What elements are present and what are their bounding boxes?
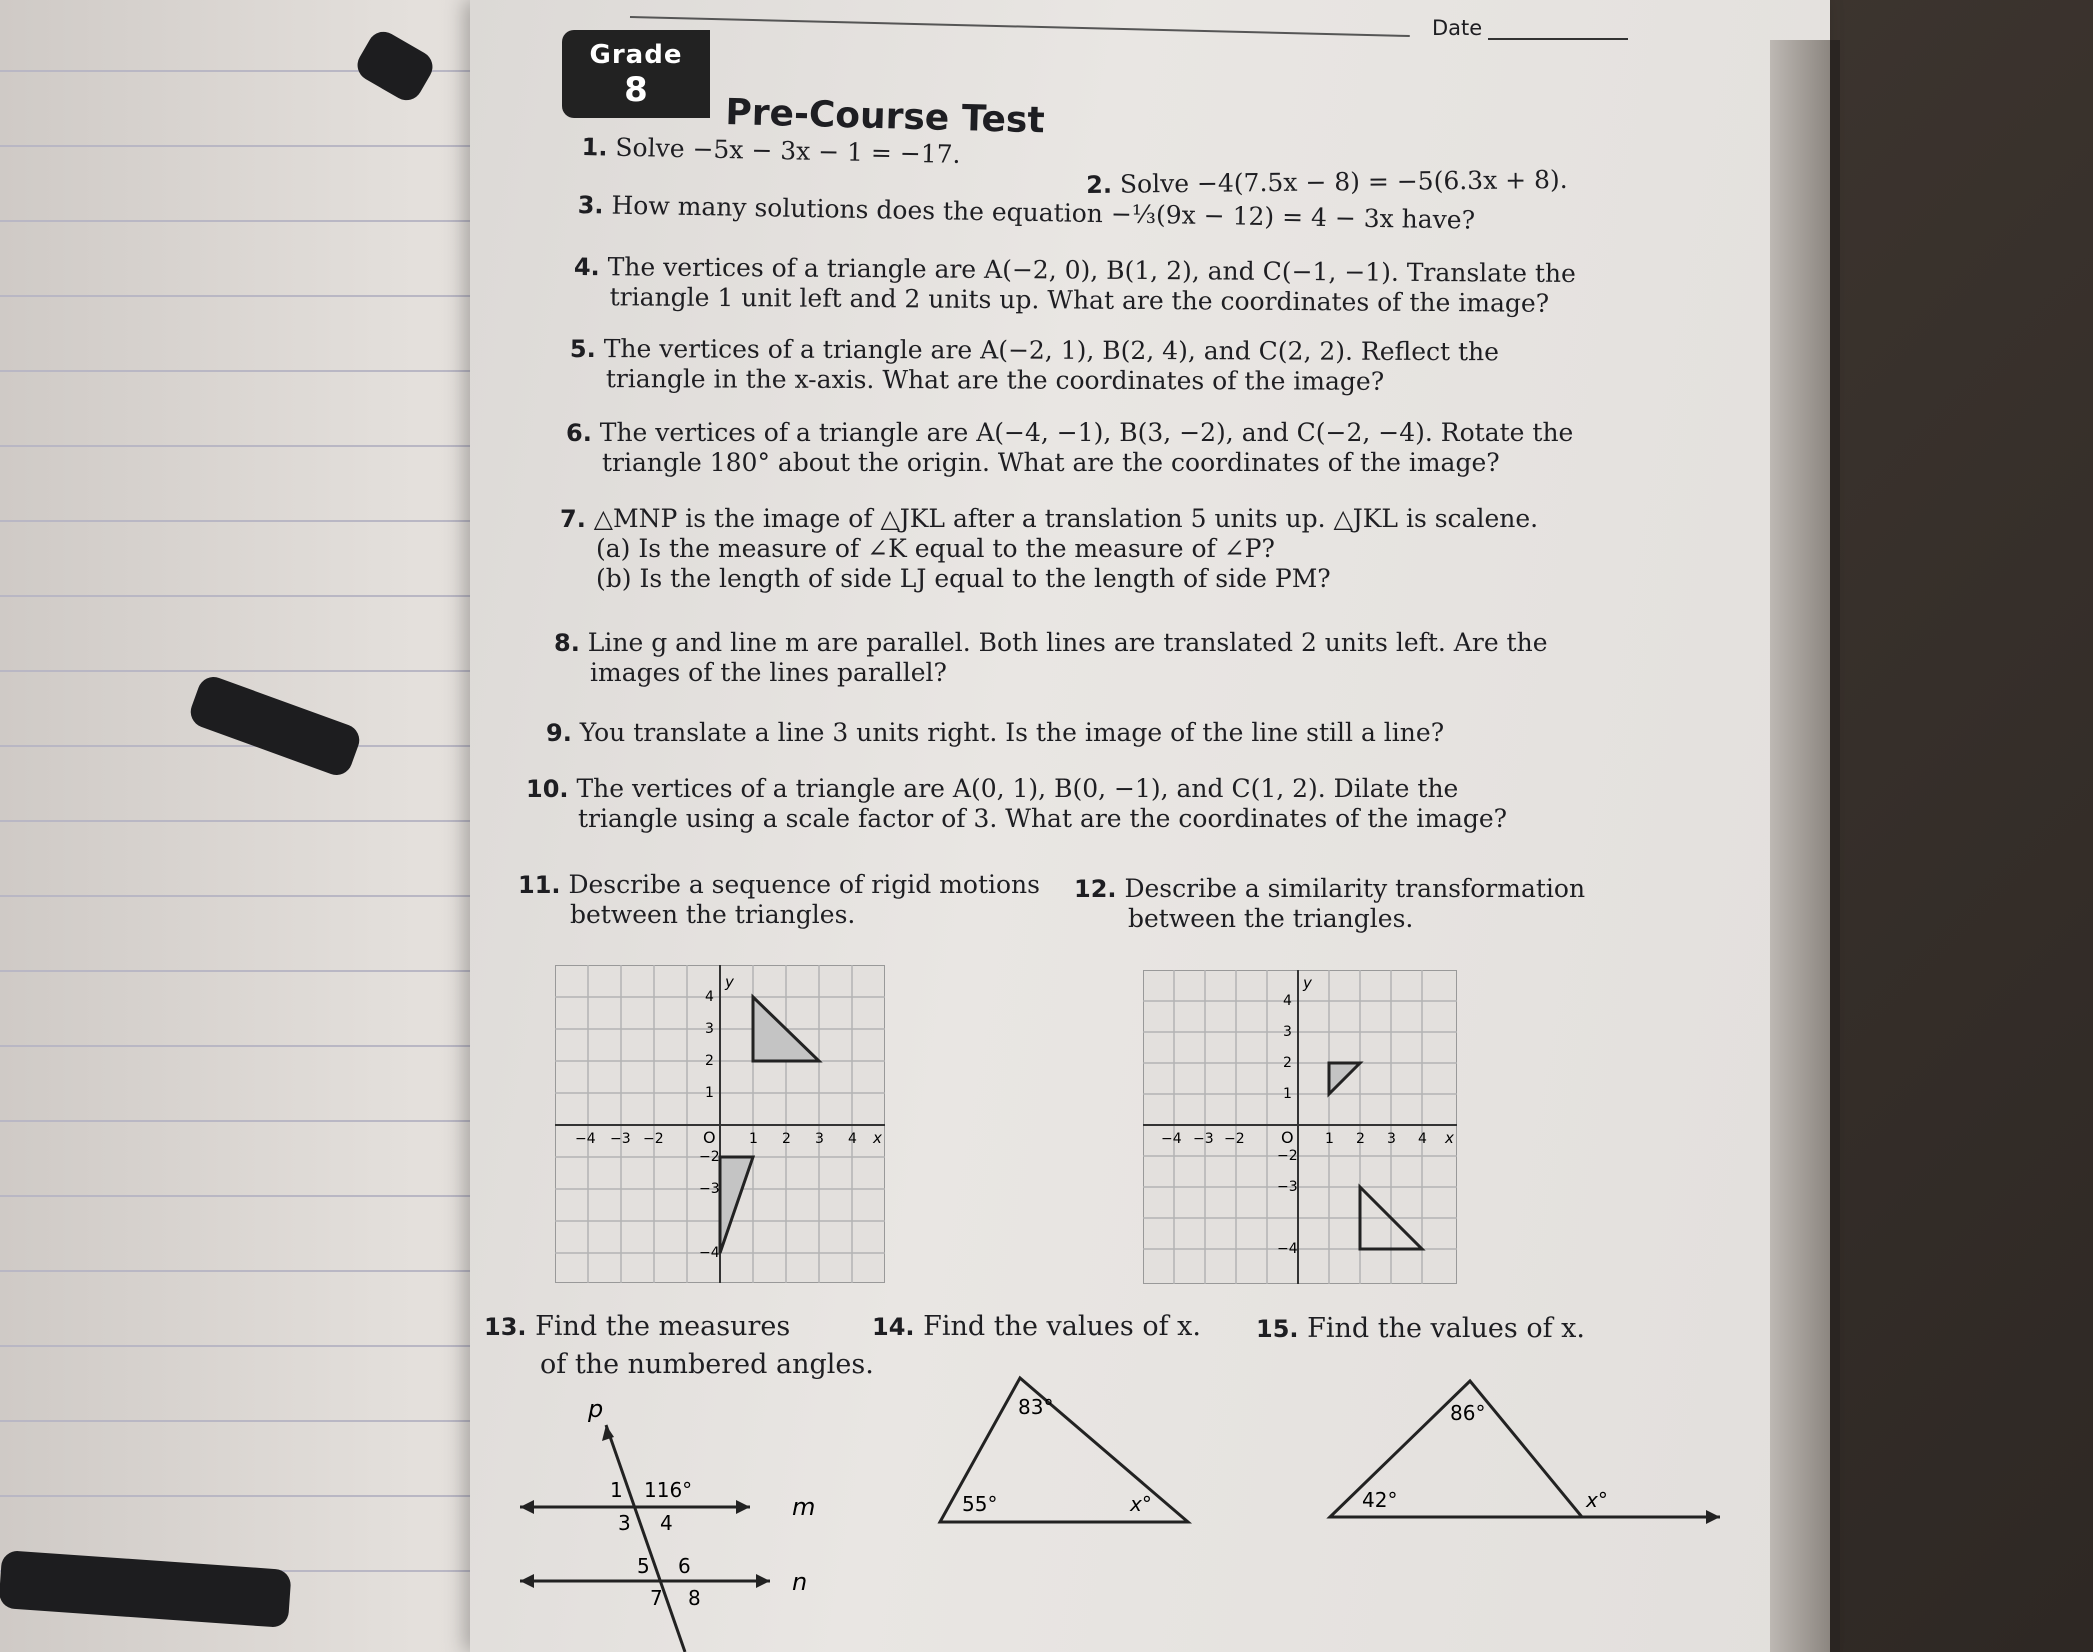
figure-question-13 <box>520 1395 850 1652</box>
svg-text:−2: −2 <box>699 1149 720 1165</box>
svg-text:3: 3 <box>1387 1131 1396 1147</box>
question-4: 4. The vertices of a triangle are A(−2, 0), B(1, 2), and C(−1, −1). Translate the triangle 1 unit left and 2 units up. What are the coordinates of the image? <box>573 252 1576 318</box>
svg-text:3: 3 <box>618 1511 631 1535</box>
svg-text:4: 4 <box>660 1511 673 1535</box>
svg-text:4: 4 <box>1283 993 1292 1009</box>
svg-text:−4: −4 <box>699 1245 720 1261</box>
svg-text:6: 6 <box>678 1554 691 1578</box>
svg-text:4: 4 <box>705 989 714 1005</box>
svg-text:x°: x° <box>1586 1488 1608 1512</box>
svg-text:y: y <box>1303 974 1312 992</box>
svg-text:−2: −2 <box>1277 1148 1298 1164</box>
svg-text:4: 4 <box>848 1131 857 1147</box>
question-9: 9. You translate a line 3 units right. Is the image of the line still a line? <box>546 718 1445 747</box>
svg-text:n: n <box>792 1568 808 1596</box>
svg-text:1: 1 <box>749 1131 758 1147</box>
figure-question-14 <box>930 1370 1200 1540</box>
page-title: Pre-Course Test <box>724 92 1046 142</box>
svg-text:−3: −3 <box>610 1131 631 1147</box>
svg-text:42°: 42° <box>1362 1488 1398 1512</box>
question-14: 14. Find the values of x. <box>872 1311 1201 1342</box>
svg-text:116°: 116° <box>644 1478 693 1502</box>
svg-text:O: O <box>703 1128 716 1147</box>
question-6: 6. The vertices of a triangle are A(−4, −1), B(3, −2), and C(−2, −4). Rotate the triangle 180° about the origin. What are the coordinates of the image? <box>566 418 1574 477</box>
svg-text:p: p <box>588 1395 604 1423</box>
svg-text:1: 1 <box>1325 1131 1334 1147</box>
svg-text:5: 5 <box>637 1554 650 1578</box>
svg-text:2: 2 <box>705 1053 714 1069</box>
svg-text:3: 3 <box>705 1021 714 1037</box>
svg-text:−3: −3 <box>1193 1131 1214 1147</box>
question-13: 13. Find the measures of the numbered angles. <box>484 1311 874 1380</box>
svg-text:y: y <box>725 973 734 991</box>
question-10: 10. The vertices of a triangle are A(0, 1), B(0, −1), and C(1, 2). Dilate the triangle using a scale factor of 3. What are the coordinates of the image? <box>526 774 1508 833</box>
svg-text:2: 2 <box>1356 1131 1365 1147</box>
question-1: 1. Solve −5x − 3x − 1 = −17. <box>581 132 961 169</box>
svg-text:x: x <box>873 1129 882 1147</box>
date-label: Date <box>1432 16 1483 40</box>
svg-text:2: 2 <box>782 1131 791 1147</box>
svg-text:−4: −4 <box>1161 1131 1182 1147</box>
svg-text:1: 1 <box>1283 1086 1292 1102</box>
svg-text:55°: 55° <box>962 1492 998 1516</box>
svg-text:x°: x° <box>1130 1492 1152 1516</box>
graph-question-11 <box>555 965 885 1283</box>
svg-text:−2: −2 <box>643 1131 664 1147</box>
grade-badge <box>562 30 710 118</box>
svg-text:2: 2 <box>1283 1055 1292 1071</box>
grade-label: Grade <box>589 40 683 70</box>
svg-text:O: O <box>1281 1128 1294 1147</box>
svg-text:1: 1 <box>705 1085 714 1101</box>
question-5: 5. The vertices of a triangle are A(−2, 1), B(2, 4), and C(2, 2). Reflect the triangle in the x-axis. What are the coordinates of the image? <box>569 334 1500 396</box>
svg-text:86°: 86° <box>1450 1401 1486 1425</box>
svg-text:8: 8 <box>688 1586 701 1610</box>
svg-text:x: x <box>1445 1129 1454 1147</box>
svg-text:−4: −4 <box>1277 1241 1298 1257</box>
svg-text:4: 4 <box>1418 1131 1427 1147</box>
svg-text:1: 1 <box>610 1478 623 1502</box>
question-3: 3. How many solutions does the equation −⅓(9x − 12) = 4 − 3x have? <box>577 190 1476 235</box>
question-15: 15. Find the values of x. <box>1256 1313 1585 1344</box>
svg-text:−3: −3 <box>1277 1179 1298 1195</box>
svg-text:m: m <box>792 1493 816 1521</box>
name-line <box>630 16 1410 37</box>
grade-number: 8 <box>624 70 648 110</box>
svg-text:83°: 83° <box>1018 1395 1054 1419</box>
graph-question-12 <box>1143 970 1457 1284</box>
svg-text:3: 3 <box>1283 1024 1292 1040</box>
question-12: 12. Describe a similarity transformation between the triangles. <box>1074 874 1586 933</box>
svg-text:−4: −4 <box>575 1131 596 1147</box>
question-8: 8. Line g and line m are parallel. Both lines are translated 2 units left. Are the images of the lines parallel? <box>554 628 1548 687</box>
question-11: 11. Describe a sequence of rigid motions between the triangles. <box>518 870 1040 929</box>
figure-question-15 <box>1320 1375 1730 1535</box>
question-2: 2. Solve −4(7.5x − 8) = −5(6.3x + 8). <box>1086 164 1568 199</box>
svg-text:7: 7 <box>650 1586 663 1610</box>
svg-text:−2: −2 <box>1224 1131 1245 1147</box>
question-7: 7. △MNP is the image of △JKL after a translation 5 units up. △JKL is scalene. (a) Is the measure of ∠K equal to the measure of ∠P? (b) Is the length of side LJ equal to the length of side PM? <box>560 504 1539 593</box>
svg-text:−3: −3 <box>699 1181 720 1197</box>
svg-text:3: 3 <box>815 1131 824 1147</box>
date-line <box>1488 38 1628 40</box>
